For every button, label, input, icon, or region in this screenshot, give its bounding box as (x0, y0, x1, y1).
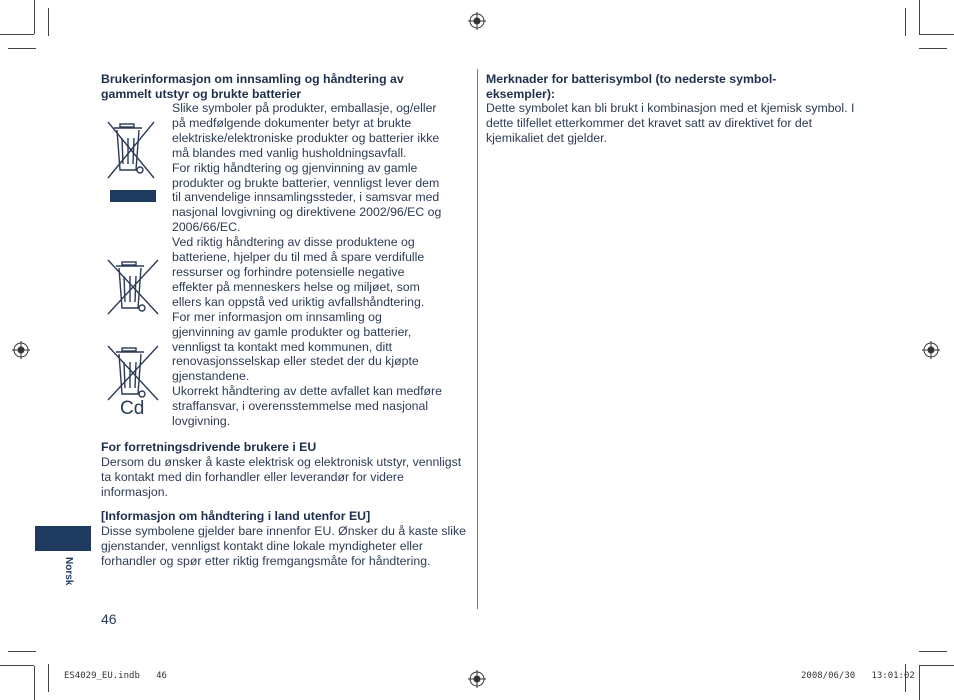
text-line: Ved riktig håndtering av disse produktene og (172, 235, 415, 250)
disposal-info-text (172, 101, 472, 429)
text-line: effekter på menneskers helse og miljøet, som (172, 279, 420, 294)
language-tab (35, 526, 91, 551)
slug-timestamp: 2008/06/30 13:01:02 (801, 671, 915, 681)
registration-mark-icon (12, 341, 30, 359)
text-line: straffansvar, i overensstemmelse med nasjonal (172, 399, 429, 414)
battery-notes-heading: Merknader for batterisymbol (to nederste symbol-eksempler): (486, 72, 777, 101)
crop-mark (8, 48, 36, 49)
slug-file: ES4029_EU.indb 46 (64, 671, 167, 681)
crop-mark (919, 666, 920, 700)
business-heading: For forretningsdrivende brukere i EU (101, 440, 317, 454)
text-line: gjenvinning av gamle produkter og batterier, (172, 324, 412, 339)
text-line: batteriene, hjelper du til med å spare verdifulle (172, 250, 425, 265)
text-line: til anvendelige innsamlingssteder, i samsvar med (172, 190, 440, 205)
registration-mark-icon (468, 670, 486, 688)
text-line: produkter og brukte batterier, vennligst lever dem (172, 175, 440, 190)
section-heading: Brukerinformasjon om innsamling og håndtering av gammelt utstyr og brukte batterier (101, 72, 404, 101)
registration-mark-icon (468, 12, 486, 30)
text-line: For riktig håndtering og gjenvinning av gamle (172, 160, 418, 175)
crop-mark (0, 34, 34, 35)
text-line: Ukorrekt håndtering av dette avfallet kan medføre (172, 384, 442, 399)
battery-bin-cd-icon (104, 342, 162, 404)
text-line: vennligst ta kontakt med kommunen, ditt (172, 339, 393, 354)
crop-mark (34, 666, 35, 700)
registration-mark-icon (922, 341, 940, 359)
text-line: på medfølgende dokumenter betyr at brukte (172, 115, 412, 130)
business-text: Dersom du ønsker å kaste elektrisk og elektronisk utstyr, vennligst ta kontakt med din forhandler eller leverandør for videre informasjon. (101, 455, 462, 499)
chemical-symbol-label: Cd (120, 398, 145, 419)
text-line: For mer informasjon om innsamling og (172, 309, 382, 324)
outside-eu-heading: [Informasjon om håndtering i land utenfor EU] (101, 509, 371, 523)
crop-mark (34, 0, 35, 34)
battery-bin-icon (104, 256, 162, 318)
text-line: lovgivning. (172, 414, 231, 429)
outside-eu-text: Disse symbolene gjelder bare innenfor EU. Ønsker du å kaste slike gjenstander, vennligst kontakt dine lokale myndigheter eller forhandler og spør etter riktig fremgangsmåte for håndtering. (101, 524, 466, 568)
text-line: ressurser og forhindre potensielle negative (172, 264, 405, 279)
text-line: nasjonal lovgivning og direktivene 2002/96/EC og (172, 205, 442, 220)
language-tab-label: Norsk (63, 557, 74, 586)
crop-mark (905, 8, 906, 36)
crop-mark (0, 665, 34, 666)
text-line: ellers kan oppstå ved uriktig avfallshåndtering. (172, 294, 425, 309)
crop-mark (48, 8, 49, 36)
crop-mark (919, 665, 954, 666)
text-line: må blandes med vanlig husholdningsavfall. (172, 145, 407, 160)
weee-bin-icon (104, 116, 160, 204)
column-divider (477, 69, 478, 609)
crop-mark (919, 48, 947, 49)
text-line: elektriske/elektroniske produkter og batterier ikke (172, 130, 440, 145)
page-number: 46 (101, 611, 117, 627)
crop-mark (48, 664, 49, 692)
text-line: Slike symboler på produkter, emballasje, og/eller (172, 101, 437, 115)
text-line: 2006/66/EC. (172, 220, 241, 235)
crop-mark (919, 0, 920, 34)
crop-mark (919, 651, 947, 652)
text-line: gjenstandene. (172, 369, 250, 384)
crop-mark (8, 651, 36, 652)
text-line: renovasjonsselskap eller stedet der du kjøpte (172, 354, 419, 369)
battery-notes-text: Dette symbolet kan bli brukt i kombinasjon med et kjemisk symbol. I dette tilfellet etterkommer det kravet satt av direktivet for det kjemikaliet det gjelder. (486, 101, 855, 145)
crop-mark (919, 34, 954, 35)
